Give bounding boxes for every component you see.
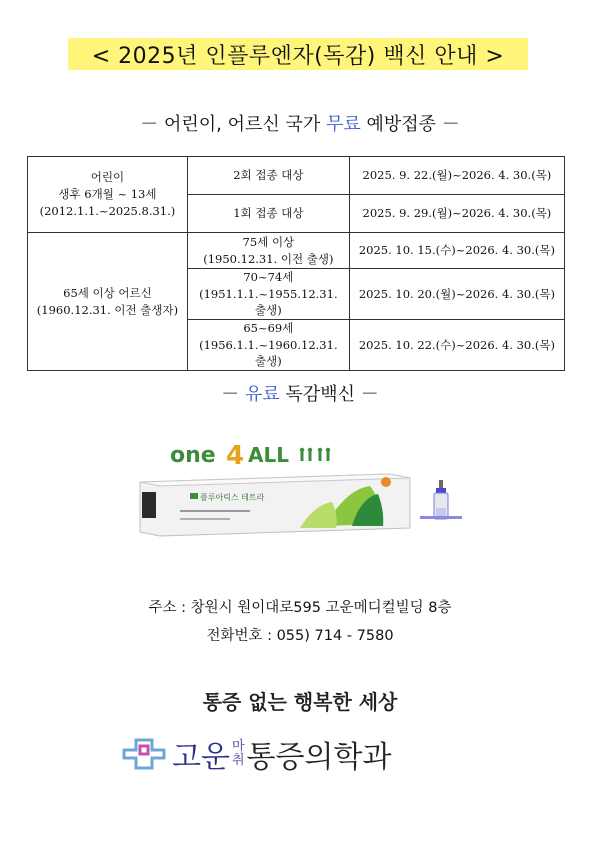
- heading-highlight-paid: 유료: [244, 384, 280, 405]
- brand-four: 4: [226, 441, 245, 471]
- children-age: 생후 6개월 ~ 13세: [58, 187, 157, 202]
- period-cell: 2025. 10. 20.(월)~2026. 4. 30.(목): [349, 269, 564, 320]
- clinic-slogan: 통증 없는 행복한 세상: [202, 690, 398, 714]
- clinic-address: 주소 : 창원시 원이대로595 고운메디컬빌딩 8층: [148, 600, 452, 616]
- seniors-label: 65세 이상 어르신: [63, 285, 152, 300]
- period-cell: 2025. 9. 29.(월)~2026. 4. 30.(목): [349, 195, 564, 233]
- clinic-name-rest: 통증의학과: [246, 740, 392, 775]
- age-label: 65~69세: [243, 321, 294, 336]
- paid-vaccine-heading: [0, 380, 600, 406]
- age-cell: [187, 269, 349, 320]
- birth-label: (1951.1.1.~1955.12.31. 출생): [199, 286, 338, 318]
- period-cell: 2025. 10. 15.(수)~2026. 4. 30.(목): [349, 233, 564, 269]
- birth-label: (1956.1.1.~1960.12.31. 출생): [199, 337, 338, 369]
- target-cell: 2회 접종 대상: [187, 157, 349, 195]
- brand-one: one: [170, 443, 216, 468]
- children-label: 어린이: [90, 170, 125, 185]
- heading-suffix: 예방접종 －: [360, 114, 460, 135]
- table-row: [28, 157, 565, 195]
- children-birth-range: (2012.1.1.~2025.8.31.): [39, 203, 176, 218]
- children-group-cell: [28, 157, 188, 233]
- age-cell: [187, 320, 349, 371]
- seniors-group-cell: [28, 233, 188, 371]
- brand-figures-icon: [300, 448, 330, 461]
- age-cell: [187, 233, 349, 269]
- target-cell: 1회 접종 대상: [187, 195, 349, 233]
- brand-all: ALL: [248, 443, 289, 467]
- table-row: [28, 233, 565, 269]
- age-label: 75세 이상: [242, 234, 295, 249]
- birth-label: (1950.12.31. 이전 출생): [203, 251, 334, 266]
- box-label: 플루아릭스 테트라: [200, 493, 265, 502]
- clinic-logo-block: [120, 732, 391, 776]
- schedule-table: [27, 156, 565, 371]
- page-title: < 2025년 인플루엔자(독감) 백신 안내 >: [68, 38, 528, 70]
- period-cell: 2025. 10. 22.(수)~2026. 4. 30.(목): [349, 320, 564, 371]
- heading-suffix: 독감백신 －: [279, 384, 379, 405]
- vaccine-syringe-icon: [420, 480, 462, 519]
- clinic-name-small: [232, 740, 245, 768]
- heading-highlight-free: 무료: [325, 114, 361, 135]
- clinic-phone: 전화번호 : 055) 714 - 7580: [206, 628, 394, 644]
- age-label: 70~74세: [243, 270, 294, 284]
- free-vaccination-heading: [0, 110, 600, 136]
- clinic-name-main: 고운: [172, 740, 230, 775]
- heading-prefix: －: [221, 384, 245, 405]
- vaccine-product-image: [120, 440, 480, 540]
- period-cell: 2025. 9. 22.(월)~2026. 4. 30.(목): [349, 157, 564, 195]
- medical-cross-logo-icon: [120, 734, 168, 774]
- seniors-birth-range: (1960.12.31. 이전 출생자): [36, 302, 179, 317]
- heading-prefix: － 어린이, 어르신 국가: [140, 114, 326, 135]
- clinic-small-bottom: 취: [231, 753, 245, 768]
- clinic-small-top: 마: [231, 739, 245, 754]
